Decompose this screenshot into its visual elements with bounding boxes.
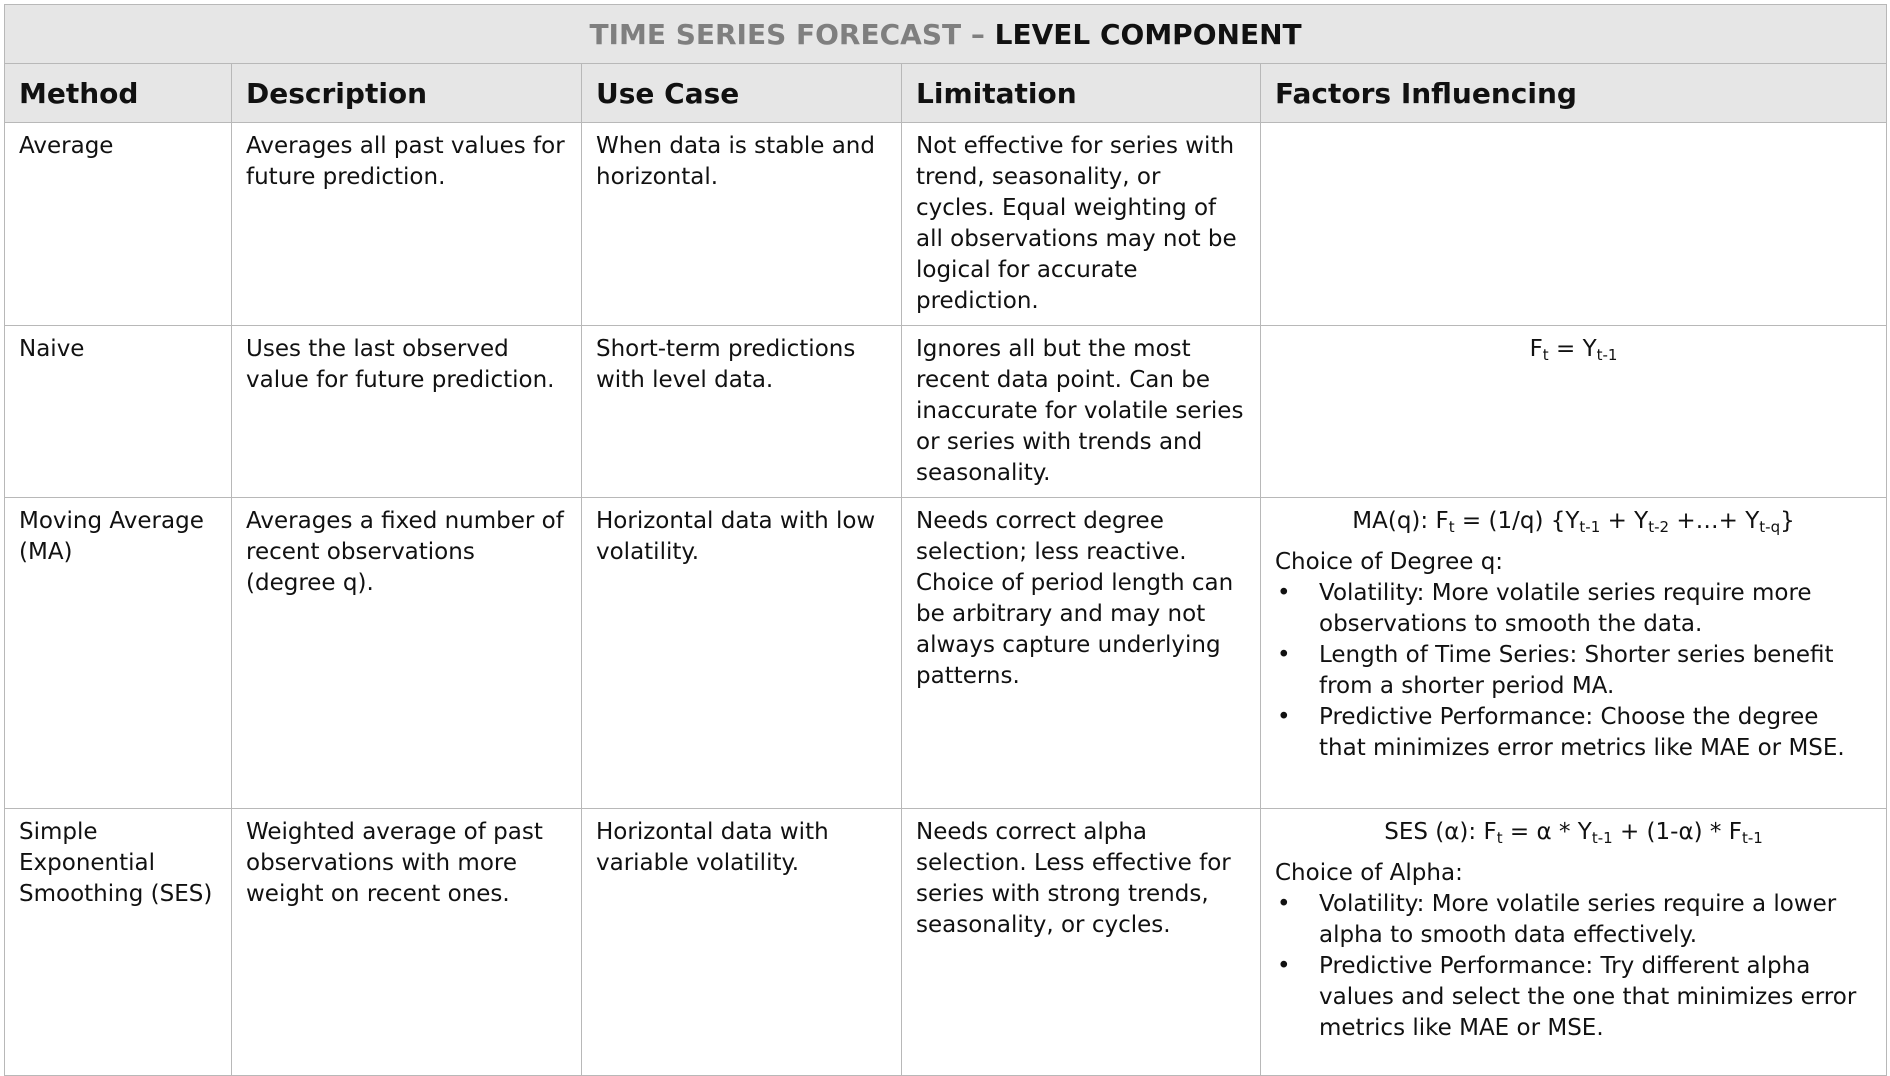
ma-formula: MA(q): $F_t = (1/q) \{Y_{t-1} + Y_{t-2}$ +…+ $Y_{t-q}$} (1352, 508, 1795, 536)
cell-description: Averages all past values for future prediction. (232, 123, 582, 326)
level-component-table (4, 4, 1887, 1076)
cell-use-case: Horizontal data with low volatility. (582, 498, 902, 809)
header-row (5, 64, 1887, 123)
cell-use-case: When data is stable and horizontal. (582, 123, 902, 326)
cell-description: Weighted average of past observations with more weight on recent ones. (232, 809, 582, 1076)
header-factors: Factors Influencing (1261, 64, 1887, 123)
cell-limitation: Needs correct degree selection; less reactive. Choice of period length can be arbitrary and may not always capture underlying patterns. (902, 498, 1261, 809)
cell-factors (1261, 498, 1887, 809)
table-row-average (5, 123, 1887, 326)
cell-factors (1261, 326, 1887, 498)
naive-formula: $F_t = Y_{t-1}$ (1529, 336, 1618, 364)
table-row-ses (5, 809, 1887, 1076)
cell-limitation: Ignores all but the most recent data point. Can be inaccurate for volatile series or series with trends and seasonality. (902, 326, 1261, 498)
forecast-table-container (4, 4, 1886, 1076)
cell-description: Uses the last observed value for future prediction. (232, 326, 582, 498)
cell-method: Moving Average (MA) (5, 498, 232, 809)
list-item: • Length of Time Series: Shorter series benefit from a shorter period MA. (1275, 640, 1872, 702)
list-item: • Volatility: More volatile series require more observations to smooth the data. (1275, 578, 1872, 640)
table-row-naive (5, 326, 1887, 498)
table-title (5, 5, 1887, 64)
cell-use-case: Horizontal data with variable volatility. (582, 809, 902, 1076)
header-method: Method (5, 64, 232, 123)
cell-factors (1261, 123, 1887, 326)
ses-bullet-list (1275, 889, 1872, 1044)
header-use-case: Use Case (582, 64, 902, 123)
ma-bullet-list (1275, 578, 1872, 764)
ses-choice-heading: Choice of Alpha: (1275, 860, 1463, 886)
cell-limitation: Needs correct alpha selection. Less effective for series with strong trends, seasonality, or cycles. (902, 809, 1261, 1076)
cell-method: Simple Exponential Smoothing (SES) (5, 809, 232, 1076)
cell-limitation: Not effective for series with trend, seasonality, or cycles. Equal weighting of all observations may not be logical for accurate prediction. (902, 123, 1261, 326)
ses-formula: SES (α): $F_t = \alpha * Y_{t-1} + (1-\alpha) * F_{t-1}$ (1384, 819, 1763, 847)
cell-method: Naive (5, 326, 232, 498)
cell-factors (1261, 809, 1887, 1076)
title-prefix: TIME SERIES FORECAST – (589, 17, 985, 51)
cell-use-case: Short-term predictions with level data. (582, 326, 902, 498)
cell-method: Average (5, 123, 232, 326)
header-limitation: Limitation (902, 64, 1261, 123)
list-item: • Predictive Performance: Choose the degree that minimizes error metrics like MAE or MSE. (1275, 702, 1872, 764)
list-item: • Predictive Performance: Try different alpha values and select the one that minimizes error metrics like MAE or MSE. (1275, 951, 1872, 1044)
title-suffix: LEVEL COMPONENT (994, 17, 1302, 51)
cell-description: Averages a fixed number of recent observations (degree q). (232, 498, 582, 809)
table-row-moving-average (5, 498, 1887, 809)
list-item: • Volatility: More volatile series require a lower alpha to smooth data effectively. (1275, 889, 1872, 951)
ma-choice-heading: Choice of Degree q: (1275, 549, 1504, 575)
table-title-row (5, 5, 1887, 64)
header-description: Description (232, 64, 582, 123)
